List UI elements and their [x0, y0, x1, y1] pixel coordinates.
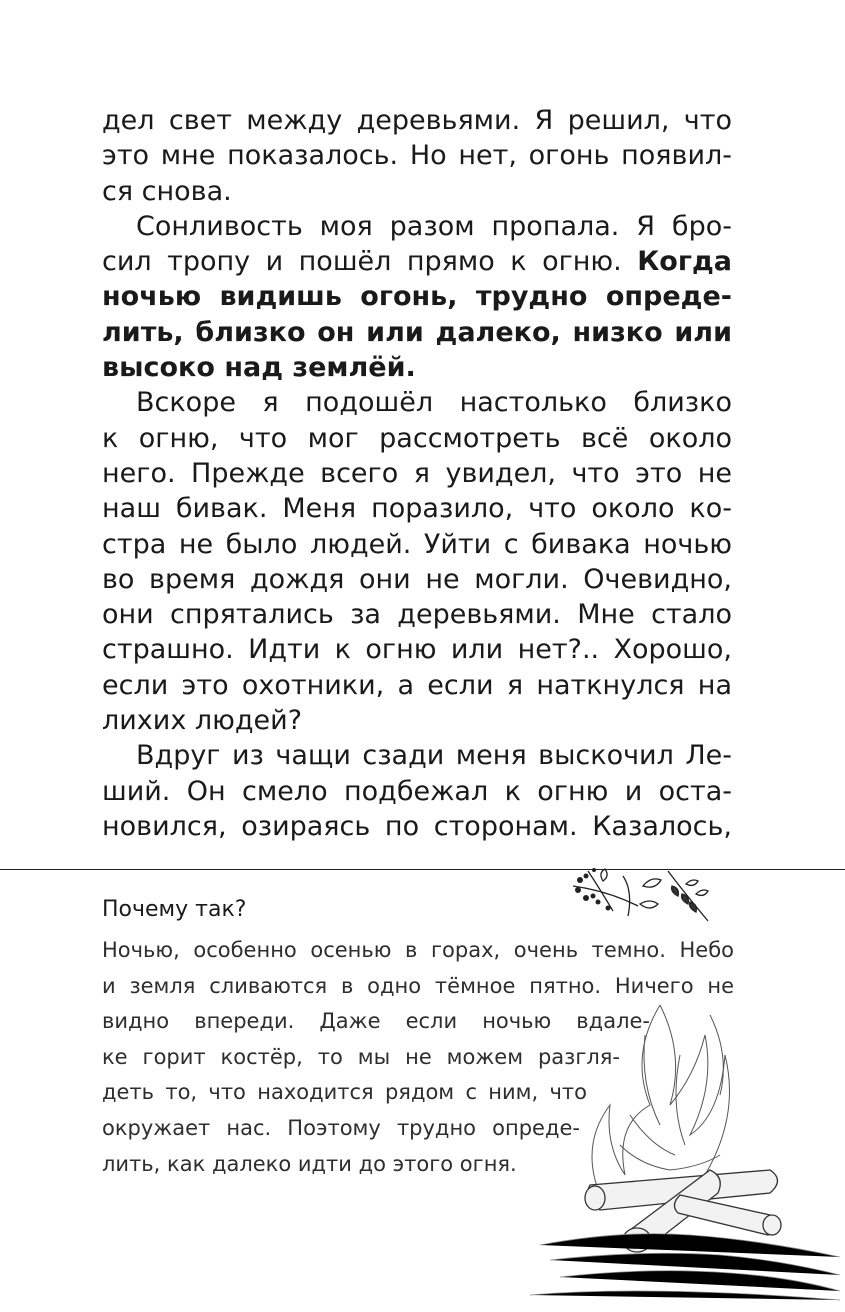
text-line: ший. Он смело подбежал к огню и оста-: [102, 775, 732, 807]
text-line: и земля сливаются в одно тёмное пятно. Ничего не: [102, 973, 734, 998]
main-text: [102, 103, 732, 844]
text-line: во время дождя они не могли. Очевидно,: [102, 563, 732, 595]
text-line: деть то, что находится рядом с ним, что: [102, 1080, 587, 1105]
text-line: [102, 350, 732, 385]
bold-segment: Когда: [637, 246, 732, 278]
bold-segment: высоко над землёй.: [102, 352, 416, 384]
text-line: Вскоре я подошёл настолько близко: [136, 387, 732, 419]
text-line: страшно. Идти к огню или нет?.. Хорошо,: [102, 634, 732, 666]
text-segment: сил тропу и пошёл прямо к огню.: [102, 246, 622, 278]
text-line: наш бивак. Меня поразило, что около ко-: [102, 493, 732, 525]
text-line: Сонливость моя разом пропала. Я бро-: [136, 210, 732, 242]
text-line: [102, 279, 732, 314]
bold-segment: лить, близко он или далеко, низко или: [102, 316, 732, 348]
text-line: это мне показалось. Но нет, огонь появил-: [102, 140, 732, 172]
text-line: ке горит костёр, то мы не можем разгля-: [102, 1044, 620, 1069]
text-line: Ночью, особенно осенью в горах, очень темно. Небо: [102, 938, 734, 962]
text-line: видно впереди. Даже если ночью вдале-: [102, 1009, 650, 1034]
text-line: ся снова.: [102, 175, 232, 207]
text-line: к огню, что мог рассмотреть всё около: [102, 422, 732, 454]
text-line: окружает нас. Поэтому трудно опреде-: [102, 1115, 580, 1140]
text-line: [102, 315, 732, 350]
text-line: лихих людей?: [102, 705, 303, 737]
bold-segment: ночью видишь огонь, трудно опреде-: [102, 281, 732, 313]
text-line: [102, 244, 732, 279]
text-line: если это охотники, а если я наткнулся на: [102, 669, 732, 701]
text-line: они спрятались за деревьями. Мне стало: [102, 599, 732, 631]
text-line: новился, озираясь по сторонам. Казалось,: [102, 810, 732, 842]
text-line: него. Прежде всего я увидел, что это не: [102, 457, 732, 489]
box-title: Почему так?: [102, 897, 247, 922]
text-line: стра не было людей. Уйти с бивака ночью: [102, 528, 732, 560]
text-line: Вдруг из чащи сзади меня выскочил Ле-: [136, 740, 732, 772]
campfire-illustration: [520, 995, 845, 1305]
text-line: лить, как далеко идти до этого огня.: [102, 1151, 517, 1176]
leaf-sprig-icon: [568, 866, 728, 926]
text-line: дел свет между деревьями. Я решил, что: [102, 105, 732, 136]
